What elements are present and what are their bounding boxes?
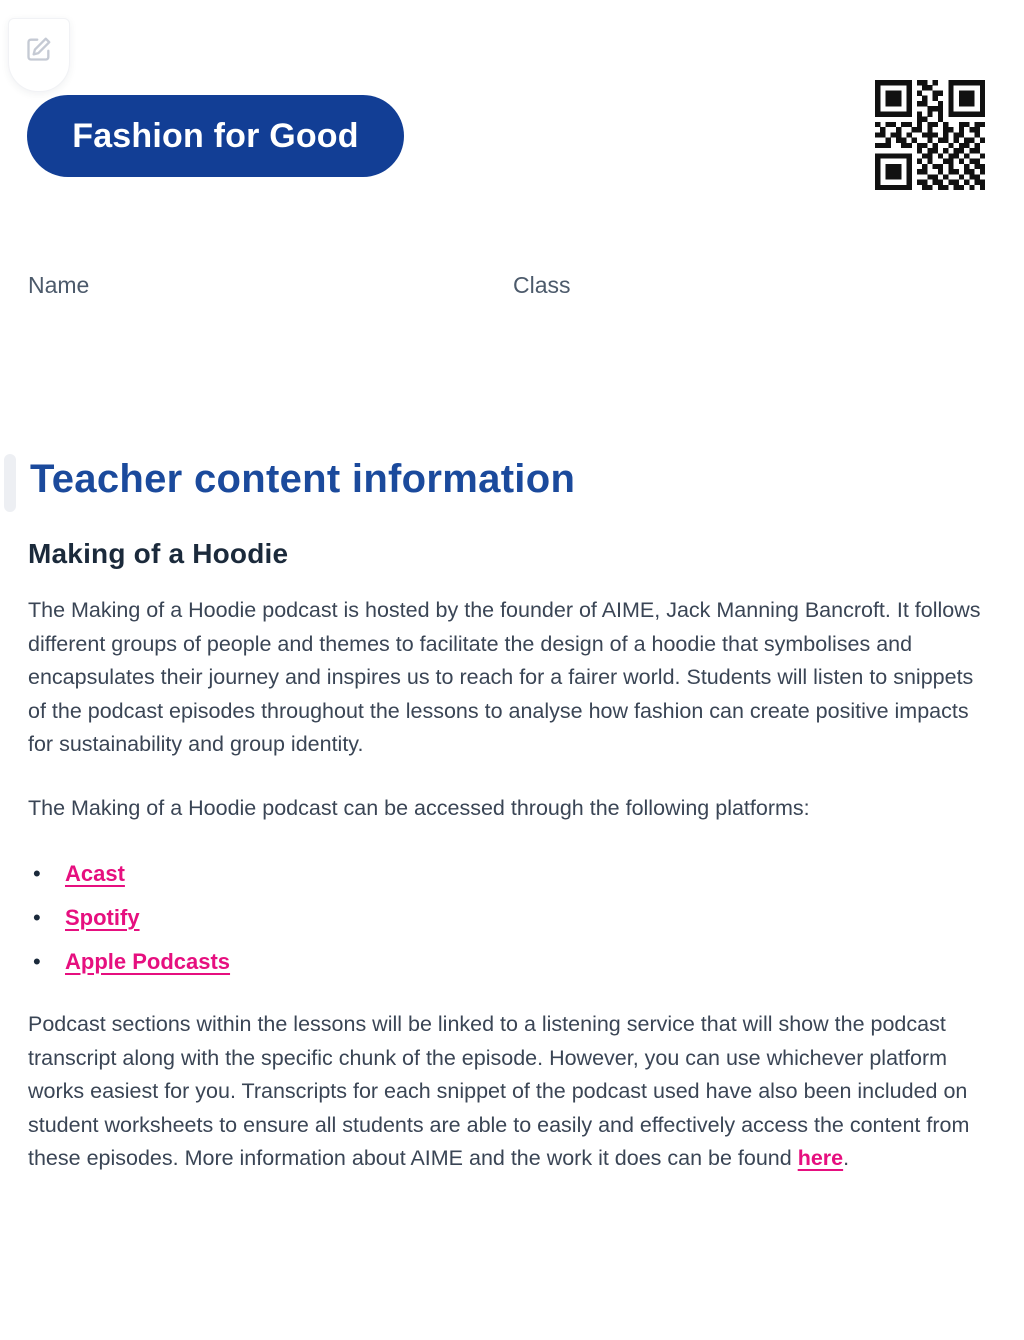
platforms-paragraph: The Making of a Hoodie podcast can be accessed through the following platforms:	[28, 795, 810, 820]
list-item-acast	[28, 861, 985, 886]
here-link[interactable]: here	[797, 1146, 844, 1170]
class-label: Class	[513, 272, 571, 298]
page-header	[0, 0, 1024, 230]
platform-list	[28, 861, 985, 974]
heading-accent-bar	[4, 454, 16, 512]
closing-paragraph	[28, 1008, 985, 1176]
list-item-spotify	[28, 905, 985, 930]
brand-label: Fashion for Good	[72, 116, 359, 155]
page-title: Teacher content information	[30, 457, 576, 501]
teacher-content-article	[28, 538, 985, 1176]
qr-code	[875, 80, 985, 190]
list-item-apple-podcasts	[28, 949, 985, 974]
closing-paragraph-period: .	[843, 1146, 850, 1170]
section-heading	[0, 457, 1024, 502]
edit-button[interactable]	[8, 18, 70, 92]
edit-pencil-icon	[25, 35, 53, 68]
apple-podcasts-link[interactable]: Apple Podcasts	[65, 949, 231, 974]
worksheet-fields	[0, 272, 1024, 304]
article-subtitle: Making of a Hoodie	[28, 538, 289, 569]
brand-badge	[27, 95, 404, 177]
closing-paragraph-text: Podcast sections within the lessons will be linked to a listening service that will show the podcast transcript along with the specific chunk of the episode. However, you can use whichever platform works easiest for you. Transcripts for each snippet of the podcast used have also been included on student worksheets to ensure all students are able to easily and effectively access the content from these episodes. More information about AIME and the work it does can be found	[28, 1012, 970, 1170]
spotify-link[interactable]: Spotify	[65, 905, 140, 930]
name-label: Name	[28, 272, 90, 298]
acast-link[interactable]: Acast	[65, 861, 125, 886]
intro-paragraph: The Making of a Hoodie podcast is hosted by the founder of AIME, Jack Manning Bancroft. It follows different groups of people and themes to facilitate the design of a hoodie that symbolises and encapsulates their journey and inspires us to reach for a fairer world. Students will listen to snippets of the podcast episodes throughout the lessons to analyse how fashion can create positive impacts for sustainability and group identity.	[28, 598, 981, 756]
